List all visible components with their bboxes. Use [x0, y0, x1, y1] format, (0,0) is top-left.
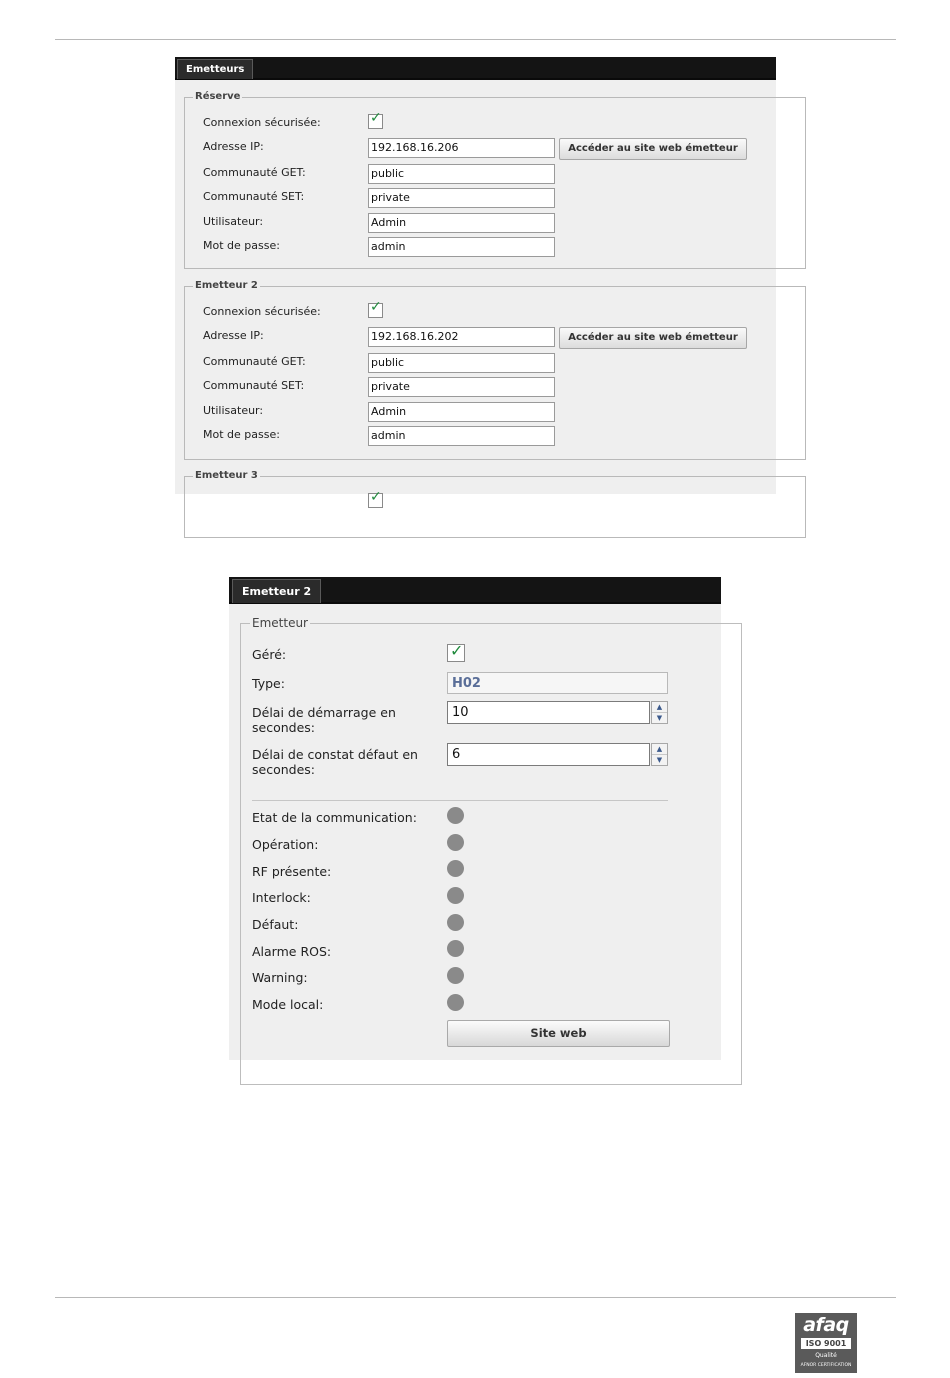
secure-label: Connexion sécurisée: [203, 305, 321, 318]
status-indicator-icon [447, 967, 464, 984]
set-community-label: Communauté SET: [203, 190, 305, 203]
footer-rule [55, 1297, 896, 1298]
password-input[interactable]: admin [368, 237, 555, 257]
managed-label: Géré: [252, 647, 287, 662]
set-community-input[interactable]: private [368, 188, 555, 208]
fault-delay-label: Délai de constat défaut en secondes: [252, 747, 418, 777]
status-indicator-icon [447, 940, 464, 957]
tab-bar [175, 57, 776, 80]
chevron-up-icon[interactable]: ▲ [652, 702, 667, 713]
status-indicator-icon [447, 914, 464, 931]
tab-emetteurs[interactable]: Emetteurs [177, 59, 253, 79]
status-label: Warning: [252, 970, 308, 985]
header-rule [55, 39, 896, 40]
ip-label: Adresse IP: [203, 140, 264, 153]
check-icon: ✓ [370, 299, 382, 315]
set-community-input[interactable]: private [368, 377, 555, 397]
get-community-label: Communauté GET: [203, 355, 306, 368]
logo-cert: AFNOR CERTIFICATION [800, 1363, 852, 1368]
group-legend: Emetteur 2 [195, 280, 258, 291]
website-button[interactable]: Site web [447, 1020, 670, 1047]
chevron-down-icon[interactable]: ▼ [656, 714, 663, 722]
managed-checkbox[interactable] [447, 641, 465, 662]
status-indicator-icon [447, 887, 464, 904]
status-indicator-icon [447, 994, 464, 1011]
status-label: Mode local: [252, 997, 324, 1012]
tab-emetteur-2[interactable]: Emetteur 2 [232, 579, 321, 603]
status-label: Interlock: [252, 890, 311, 905]
logo-quality: Qualité [815, 1352, 837, 1359]
set-community-label: Communauté SET: [203, 379, 305, 392]
check-icon: ✓ [370, 110, 382, 126]
type-label: Type: [252, 676, 285, 691]
group-reserve [184, 91, 806, 269]
logo-brand: afaq [803, 1314, 849, 1336]
status-label: Alarme ROS: [252, 944, 332, 959]
start-delay-input[interactable]: 10 [447, 701, 650, 724]
password-input[interactable]: admin [368, 426, 555, 446]
status-label: RF présente: [252, 864, 332, 879]
secure-checkbox[interactable] [368, 489, 383, 508]
spinner-arrows[interactable] [651, 701, 668, 724]
check-icon: ✓ [370, 489, 382, 505]
group-legend: Emetteur 3 [195, 470, 258, 481]
group-legend: Emetteur [252, 616, 308, 630]
status-label: Défaut: [252, 917, 299, 932]
afaq-iso-logo [795, 1313, 857, 1373]
secure-label: Connexion sécurisée: [203, 116, 321, 129]
status-indicator-icon [447, 860, 464, 877]
get-community-input[interactable]: public [368, 353, 555, 373]
spinner-arrows[interactable] [651, 743, 668, 766]
secure-checkbox[interactable] [368, 299, 383, 318]
open-website-button[interactable]: Accéder au site web émetteur [559, 138, 747, 160]
logo-iso: ISO 9001 [801, 1338, 851, 1349]
group-emetteur-3 [184, 470, 806, 538]
chevron-down-icon[interactable]: ▼ [656, 756, 663, 764]
fault-delay-input[interactable]: 6 [447, 743, 650, 766]
password-label: Mot de passe: [203, 428, 280, 441]
get-community-label: Communauté GET: [203, 166, 306, 179]
status-label: Opération: [252, 837, 319, 852]
secure-checkbox[interactable] [368, 110, 383, 129]
user-label: Utilisateur: [203, 215, 264, 228]
tab-bar [229, 577, 721, 604]
fault-delay-spinner[interactable] [447, 743, 668, 766]
status-indicator-icon [447, 834, 464, 851]
group-emetteur-2 [184, 280, 806, 460]
type-field: H02 [447, 672, 668, 694]
user-input[interactable]: Admin [368, 402, 555, 422]
check-icon: ✓ [450, 641, 464, 660]
start-delay-spinner[interactable] [447, 701, 668, 724]
status-label: Etat de la communication: [252, 810, 417, 825]
ip-input[interactable]: 192.168.16.202 [368, 327, 555, 347]
emetteurs-panel [175, 57, 776, 505]
emetteur-2-panel [229, 577, 721, 1060]
open-website-button[interactable]: Accéder au site web émetteur [559, 327, 747, 349]
divider [252, 800, 668, 801]
get-community-input[interactable]: public [368, 164, 555, 184]
chevron-up-icon[interactable]: ▲ [652, 744, 667, 755]
user-label: Utilisateur: [203, 404, 264, 417]
group-legend: Réserve [195, 91, 241, 102]
password-label: Mot de passe: [203, 239, 280, 252]
status-indicator-icon [447, 807, 464, 824]
start-delay-label: Délai de démarrage en secondes: [252, 705, 396, 735]
ip-input[interactable]: 192.168.16.206 [368, 138, 555, 158]
user-input[interactable]: Admin [368, 213, 555, 233]
ip-label: Adresse IP: [203, 329, 264, 342]
